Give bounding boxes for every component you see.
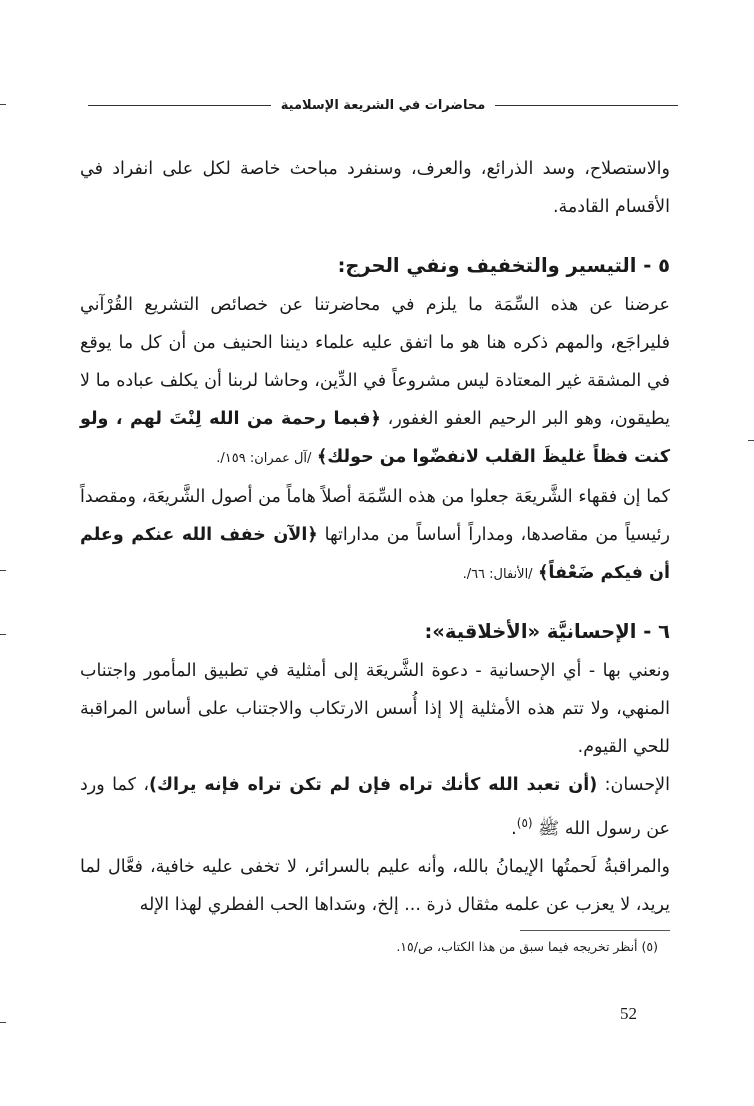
paragraph-2 (80, 286, 670, 478)
margin-tick-top-left (0, 104, 6, 105)
quran-reference-2: /الأنفال: ٦٦/. (462, 567, 533, 582)
quran-reference-1: /آل عمران: ١٥٩/. (216, 451, 312, 466)
paragraph-1: والاستصلاح، وسد الذرائع، والعرف، وسنفرد مباحث خاصة لكل على انفراد في الأقسام القادمة. (80, 159, 670, 217)
section-heading-5: ٥ - التيسير والتخفيف ونفي الحرج: (337, 254, 670, 277)
header-rule-left (88, 105, 271, 106)
section-heading-6: ٦ - الإحسانيَّة «الأخلاقية»: (424, 620, 670, 643)
paragraph-6: والمراقبةُ لَحمتُها الإيمانُ بالله، وأنه عليم بالسرائر، لا تخفى عليه خافية، فعَّال لما يريد، لا يعزب عن علمه مثقال ذرة ... إلخ، وسَداها الحب الفطري لهذا الإله (80, 856, 670, 915)
running-title: محاضرات في الشريعة الإسلامية (280, 97, 486, 113)
margin-tick-right (748, 440, 754, 441)
footnote-text: (٥) أنظر تخريجه فيما سبق من هذا الكتاب، ص/١٥. (396, 939, 658, 954)
quran-quote-2: ﴿الآن خفف الله عنكم وعلم أن فيكم ضَعْفاً﴾ (80, 525, 670, 583)
quran-quote-1: ﴿فبما رحمة من الله لِنْتَ لهم ، ولو كنت فظاً غليظَ القلب لانفضّوا من حولك﴾ (80, 409, 670, 467)
page-number: 52 (620, 1004, 637, 1023)
footnote-marker[interactable]: (٥) (516, 816, 533, 830)
paragraph-2-text: عرضنا عن هذه السِّمَة ما يلزم في محاضرتنا عن خصائص التشريع القُرْآني فليراجَع، والمهم ذكره هنا هو ما اتفق عليه علماء ديننا الحنيف من أن كل ما يوقع في المشقة غير المعتادة ليس مشروعاً في الدِّين، وحاشا لربنا أن يكلف عباده ما لا يطيقون، وهو البر الرحيم العفو الغفور، (80, 295, 670, 429)
page-content (80, 150, 670, 924)
paragraph-5 (80, 766, 670, 848)
running-header (88, 93, 678, 117)
paragraph-5-lead: الإحسان: (604, 775, 670, 795)
margin-tick-bottom-left (0, 1022, 6, 1023)
paragraph-3 (80, 478, 670, 594)
paragraph-3-text: كما إن فقهاء الشَّريعَة جعلوا من هذه السِّمَة أصلاً هاماً من أصول الشَّريعَة، ومقصداً رئيسياً من مقاصدها، ومداراً أساساً من مداراتها (80, 487, 670, 545)
paragraph-4: ونعني بها - أي الإحسانية - دعوة الشَّريعَة إلى أمثلية في تطبيق المأمور واجتناب المنهي، ولا تتم هذه الأمثلية إلا إذا أُسس الارتكاب والاجتناب على أساس المراقبة للحي القيوم. (80, 661, 670, 757)
header-rule-right (495, 105, 678, 106)
paragraph-5-tail: ، كما ورد عن رسول الله ﷺ (80, 775, 670, 839)
paragraph-5-end: . (511, 818, 517, 839)
footnote-separator (520, 930, 670, 931)
margin-tick-lower-left (0, 634, 6, 635)
margin-tick-mid-left (0, 570, 6, 571)
hadith-quote: (أن تعبد الله كأنك تراه فإن لم تكن تراه فإنه يراك) (148, 775, 598, 795)
